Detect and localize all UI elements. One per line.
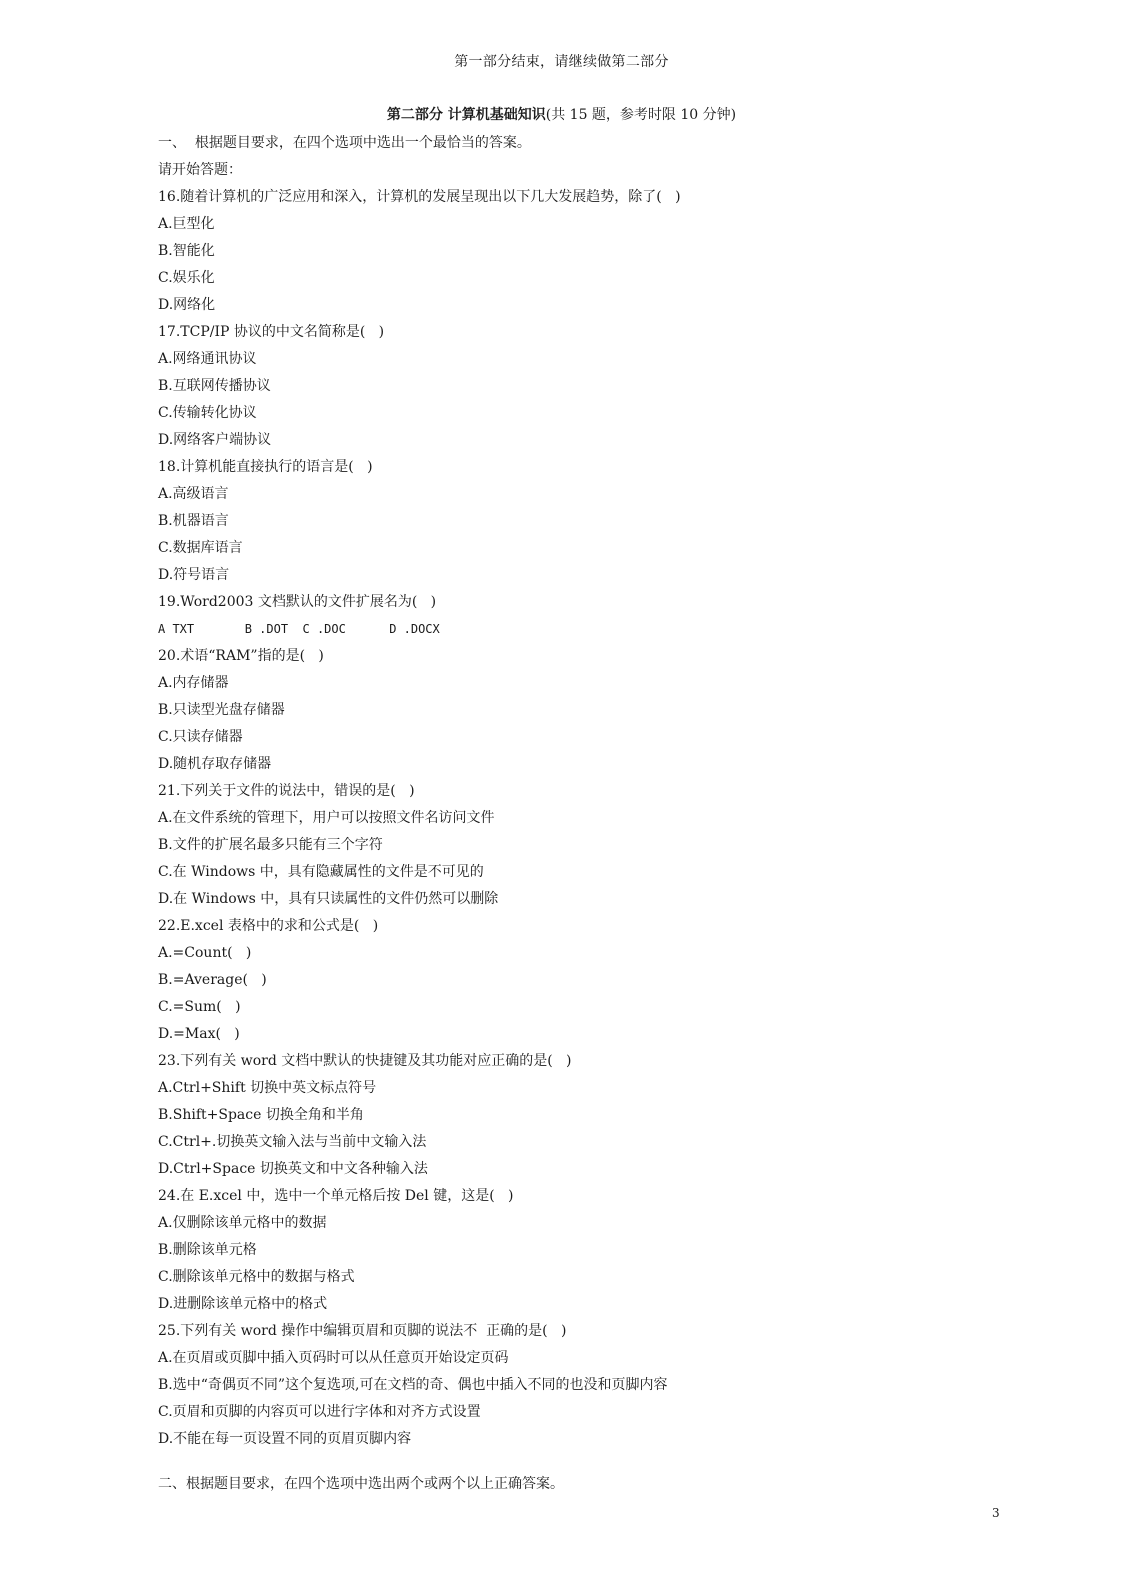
page-number: 3 [992,1506,1000,1520]
option: C.删除该单元格中的数据与格式 [158,1269,355,1285]
part-title-main: 第二部分 计算机基础知识 [386,107,546,123]
option: B.选中“奇偶页不同”这个复选项,可在文档的奇、偶也中插入不同的也没和页脚内容 [158,1377,668,1393]
option: D.符号语言 [158,567,230,583]
option: B.文件的扩展名最多只能有三个字符 [158,837,383,853]
option: B.删除该单元格 [158,1242,257,1258]
option: D.网络化 [158,297,216,313]
option: C.传输转化协议 [158,405,257,421]
option: C.娱乐化 [158,270,215,286]
option: B.只读型光盘存储器 [158,702,285,718]
option: D.在 Windows 中，具有只读属性的文件仍然可以删除 [158,891,499,907]
option: B.Shift+Space 切换全角和半角 [158,1107,364,1123]
option: D.不能在每一页设置不同的页眉页脚内容 [158,1431,412,1447]
question-stem: 16.随着计算机的广泛应用和深入，计算机的发展呈现出以下几大发展趋势，除了( ) [158,189,681,205]
question-stem: 18.计算机能直接执行的语言是( ) [158,459,373,475]
question-stem: 19.Word2003 文档默认的文件扩展名为( ) [158,594,437,610]
question-stem: 24.在 E.xcel 中，选中一个单元格后按 Del 键，这是( ) [158,1188,514,1204]
option: D.网络客户端协议 [158,432,272,448]
option: A.网络通讯协议 [158,351,257,367]
option: A.仅删除该单元格中的数据 [158,1215,327,1231]
option: A.内存储器 [158,675,229,691]
start-prompt: 请开始答题： [158,162,242,178]
option: C.页眉和页脚的内容页可以进行字体和对齐方式设置 [158,1404,481,1420]
question-stem: 17.TCP/IP 协议的中文名简称是( ) [158,324,385,340]
option: D.进删除该单元格中的格式 [158,1296,328,1312]
option: A.Ctrl+Shift 切换中英文标点符号 [158,1080,377,1096]
question-stem: 20.术语“RAM”指的是( ) [158,648,324,664]
option: D.随机存取存储器 [158,756,272,772]
section-end-notice: 第一部分结束，请继续做第二部分 [454,54,669,70]
option: A.在文件系统的管理下，用户可以按照文件名访问文件 [158,810,495,826]
option: B.智能化 [158,243,215,259]
part-title [0,104,1123,124]
option: C.=Sum( ) [158,999,241,1015]
option: A.在页眉或页脚中插入页码时可以从任意页开始设定页码 [158,1350,509,1366]
option: A.巨型化 [158,216,215,232]
option: A.=Count( ) [158,945,252,961]
option: C.数据库语言 [158,540,243,556]
option: B.=Average( ) [158,972,267,988]
question-stem: 23.下列有关 word 文档中默认的快捷键及其功能对应正确的是( ) [158,1053,572,1069]
option: C.Ctrl+.切换英文输入法与当前中文输入法 [158,1134,427,1150]
part-title-note: (共 15 题，参考时限 10 分钟) [545,107,737,123]
question-stem: 22.E.xcel 表格中的求和公式是( ) [158,918,379,934]
option: B.互联网传播协议 [158,378,271,394]
question-stem: 21.下列关于文件的说法中，错误的是( ) [158,783,415,799]
option: C.在 Windows 中，具有隐藏属性的文件是不可见的 [158,864,484,880]
section-two-heading: 二、根据题目要求，在四个选项中选出两个或两个以上正确答案。 [158,1476,564,1492]
question-body [158,130,978,1453]
option: A.高级语言 [158,486,229,502]
option: C.只读存储器 [158,729,243,745]
option-row: A TXT B .DOT C .DOC D .DOCX [158,622,440,636]
question-stem: 25.下列有关 word 操作中编辑页眉和页脚的说法不 正确的是( ) [158,1323,567,1339]
option: D.Ctrl+Space 切换英文和中文各种输入法 [158,1161,428,1177]
instruction: 一、 根据题目要求，在四个选项中选出一个最恰当的答案。 [158,135,531,151]
option: D.=Max( ) [158,1026,240,1042]
option: B.机器语言 [158,513,229,529]
